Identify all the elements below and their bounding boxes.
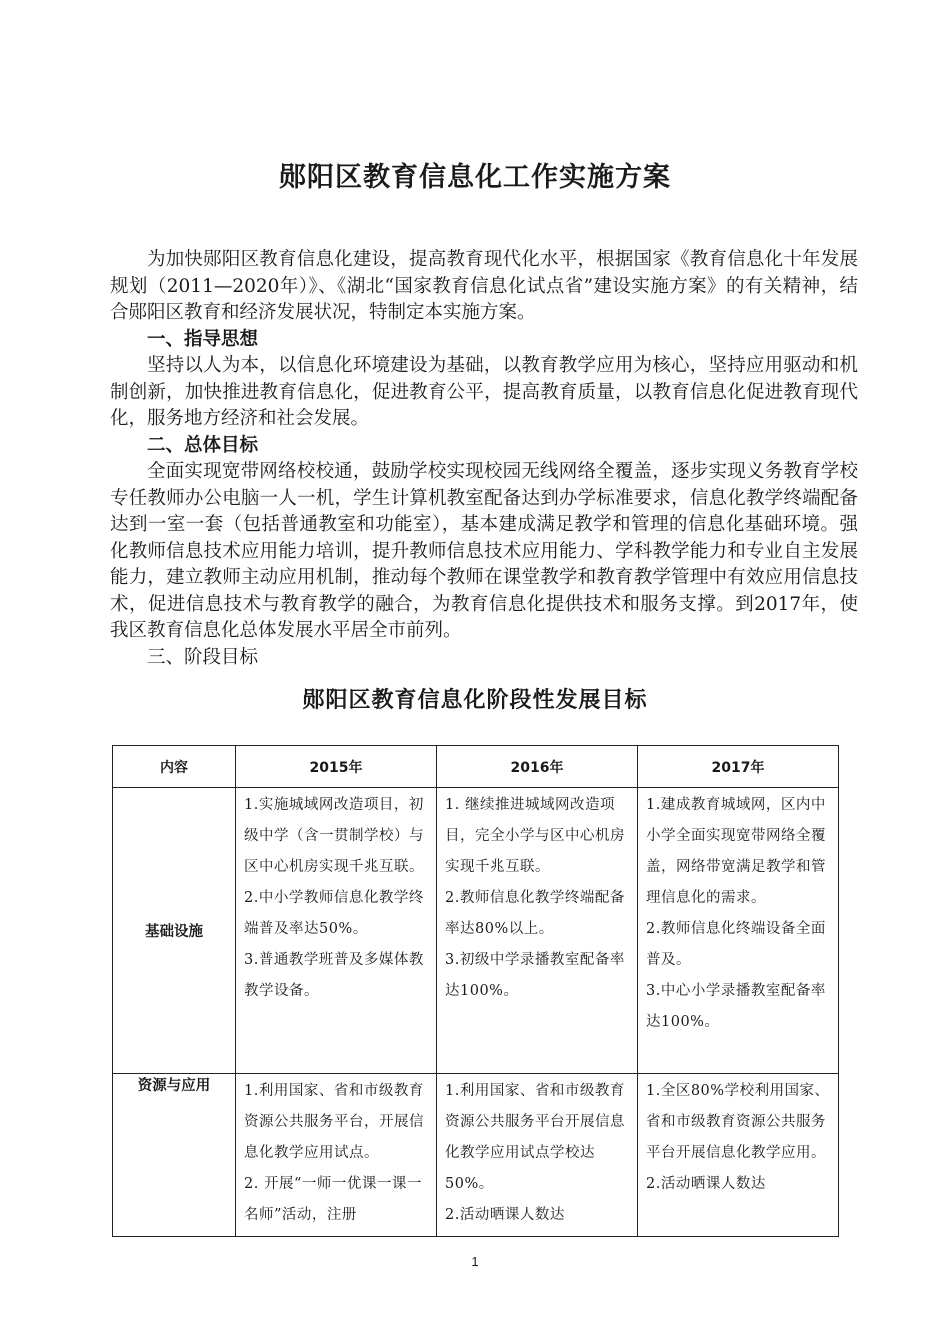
cell-infrastructure-2017 <box>638 788 839 1074</box>
table-row-resources <box>113 1074 839 1237</box>
goal-item: 1. 继续推进城域网改造项目，完全小学与区中心机房实现千兆互联。 <box>445 797 625 875</box>
row-label-resources: 资源与应用 <box>113 1074 236 1237</box>
goal-item: 1.建成教育城域网，区内中小学全面实现宽带网络全覆盖，网络带宽满足教学和管理信息化的需求。 <box>646 797 826 906</box>
cell-resources-2016 <box>437 1074 638 1237</box>
body-text <box>110 247 858 671</box>
row-label-infrastructure: 基础设施 <box>113 788 236 1074</box>
header-content: 内容 <box>113 746 236 788</box>
overall-goals-paragraph: 全面实现宽带网络校校通，鼓励学校实现校园无线网络全覆盖，逐步实现义务教育学校专任教师办公电脑一人一机，学生计算机教室配备达到办学标准要求，信息化教学终端配备达到一室一套（包括普通教室和功能室），基本建成满足教学和管理的信息化基础环境。强化教师信息技术应用能力培训，提升教师信息技术应用能力、学科教学能力和专业自主发展能力，建立教师主动应用机制，推动每个教师在课堂教学和教育教学管理中有效应用信息技术，促进信息技术与教育教学的融合，为教育信息化提供技术和服务支撑。到2017年，使我区教育信息化总体发展水平居全市前列。 <box>110 461 858 641</box>
table-row-infrastructure <box>113 788 839 1074</box>
goal-item: 1.利用国家、省和市级教育资源公共服务平台，开展信息化教学应用试点。 <box>244 1083 424 1161</box>
cell-resources-2017 <box>638 1074 839 1237</box>
goal-item: 2.中小学教师信息化教学终端普及率达50%。 <box>244 890 424 937</box>
intro-paragraph: 为加快郧阳区教育信息化建设，提高教育现代化水平，根据国家《教育信息化十年发展规划（2011—2020年）》、《湖北“国家教育信息化试点省”建设实施方案》的有关精神，结合郧阳区教育和经济发展状况，特制定本实施方案。 <box>110 249 858 323</box>
cell-infrastructure-2016 <box>437 788 638 1074</box>
header-2017: 2017年 <box>638 746 839 788</box>
cell-infrastructure-2015 <box>236 788 437 1074</box>
goal-item: 2.活动晒课人数达 <box>646 1176 766 1192</box>
section-heading-stage-goals: 三、阶段目标 <box>147 646 259 668</box>
table-header-row <box>113 746 839 788</box>
cell-resources-2015 <box>236 1074 437 1237</box>
document-title: 郧阳区教育信息化工作实施方案 <box>279 162 671 193</box>
goal-item: 1.实施城域网改造项目，初级中学（含一贯制学校）与区中心机房实现千兆互联。 <box>244 797 424 875</box>
page-number: 1 <box>471 1254 479 1269</box>
goal-item: 3.初级中学录播教室配备率达100%。 <box>445 952 625 999</box>
stage-goals-table <box>112 745 839 1237</box>
goal-item: 3.普通教学班普及多媒体教教学设备。 <box>244 952 424 999</box>
header-2015: 2015年 <box>236 746 437 788</box>
goal-item: 1.全区80%学校利用国家、省和市级教育资源公共服务平台开展信息化教学应用。 <box>646 1083 830 1161</box>
goal-item: 2. 开展“一师一优课一课一名师”活动，注册 <box>244 1176 422 1223</box>
goal-item: 3.中心小学录播教室配备率达100%。 <box>646 983 826 1030</box>
goal-item: 2.教师信息化终端设备全面普及。 <box>646 921 826 968</box>
guiding-ideology-paragraph: 坚持以人为本，以信息化环境建设为基础，以教育教学应用为核心，坚持应用驱动和机制创新，加快推进教育信息化，促进教育公平，提高教育质量，以教育信息化促进教育现代化，服务地方经济和社会发展。 <box>110 355 858 429</box>
goal-item: 2.活动晒课人数达 <box>445 1207 565 1223</box>
table-title: 郧阳区教育信息化阶段性发展目标 <box>302 687 648 713</box>
section-heading-guiding-ideology: 一、指导思想 <box>147 328 259 350</box>
section-heading-overall-goals: 二、总体目标 <box>147 434 259 456</box>
header-2016: 2016年 <box>437 746 638 788</box>
goal-item: 2.教师信息化教学终端配备率达80%以上。 <box>445 890 625 937</box>
goal-item: 1.利用国家、省和市级教育资源公共服务平台开展信息化教学应用试点学校达50%。 <box>445 1083 625 1192</box>
